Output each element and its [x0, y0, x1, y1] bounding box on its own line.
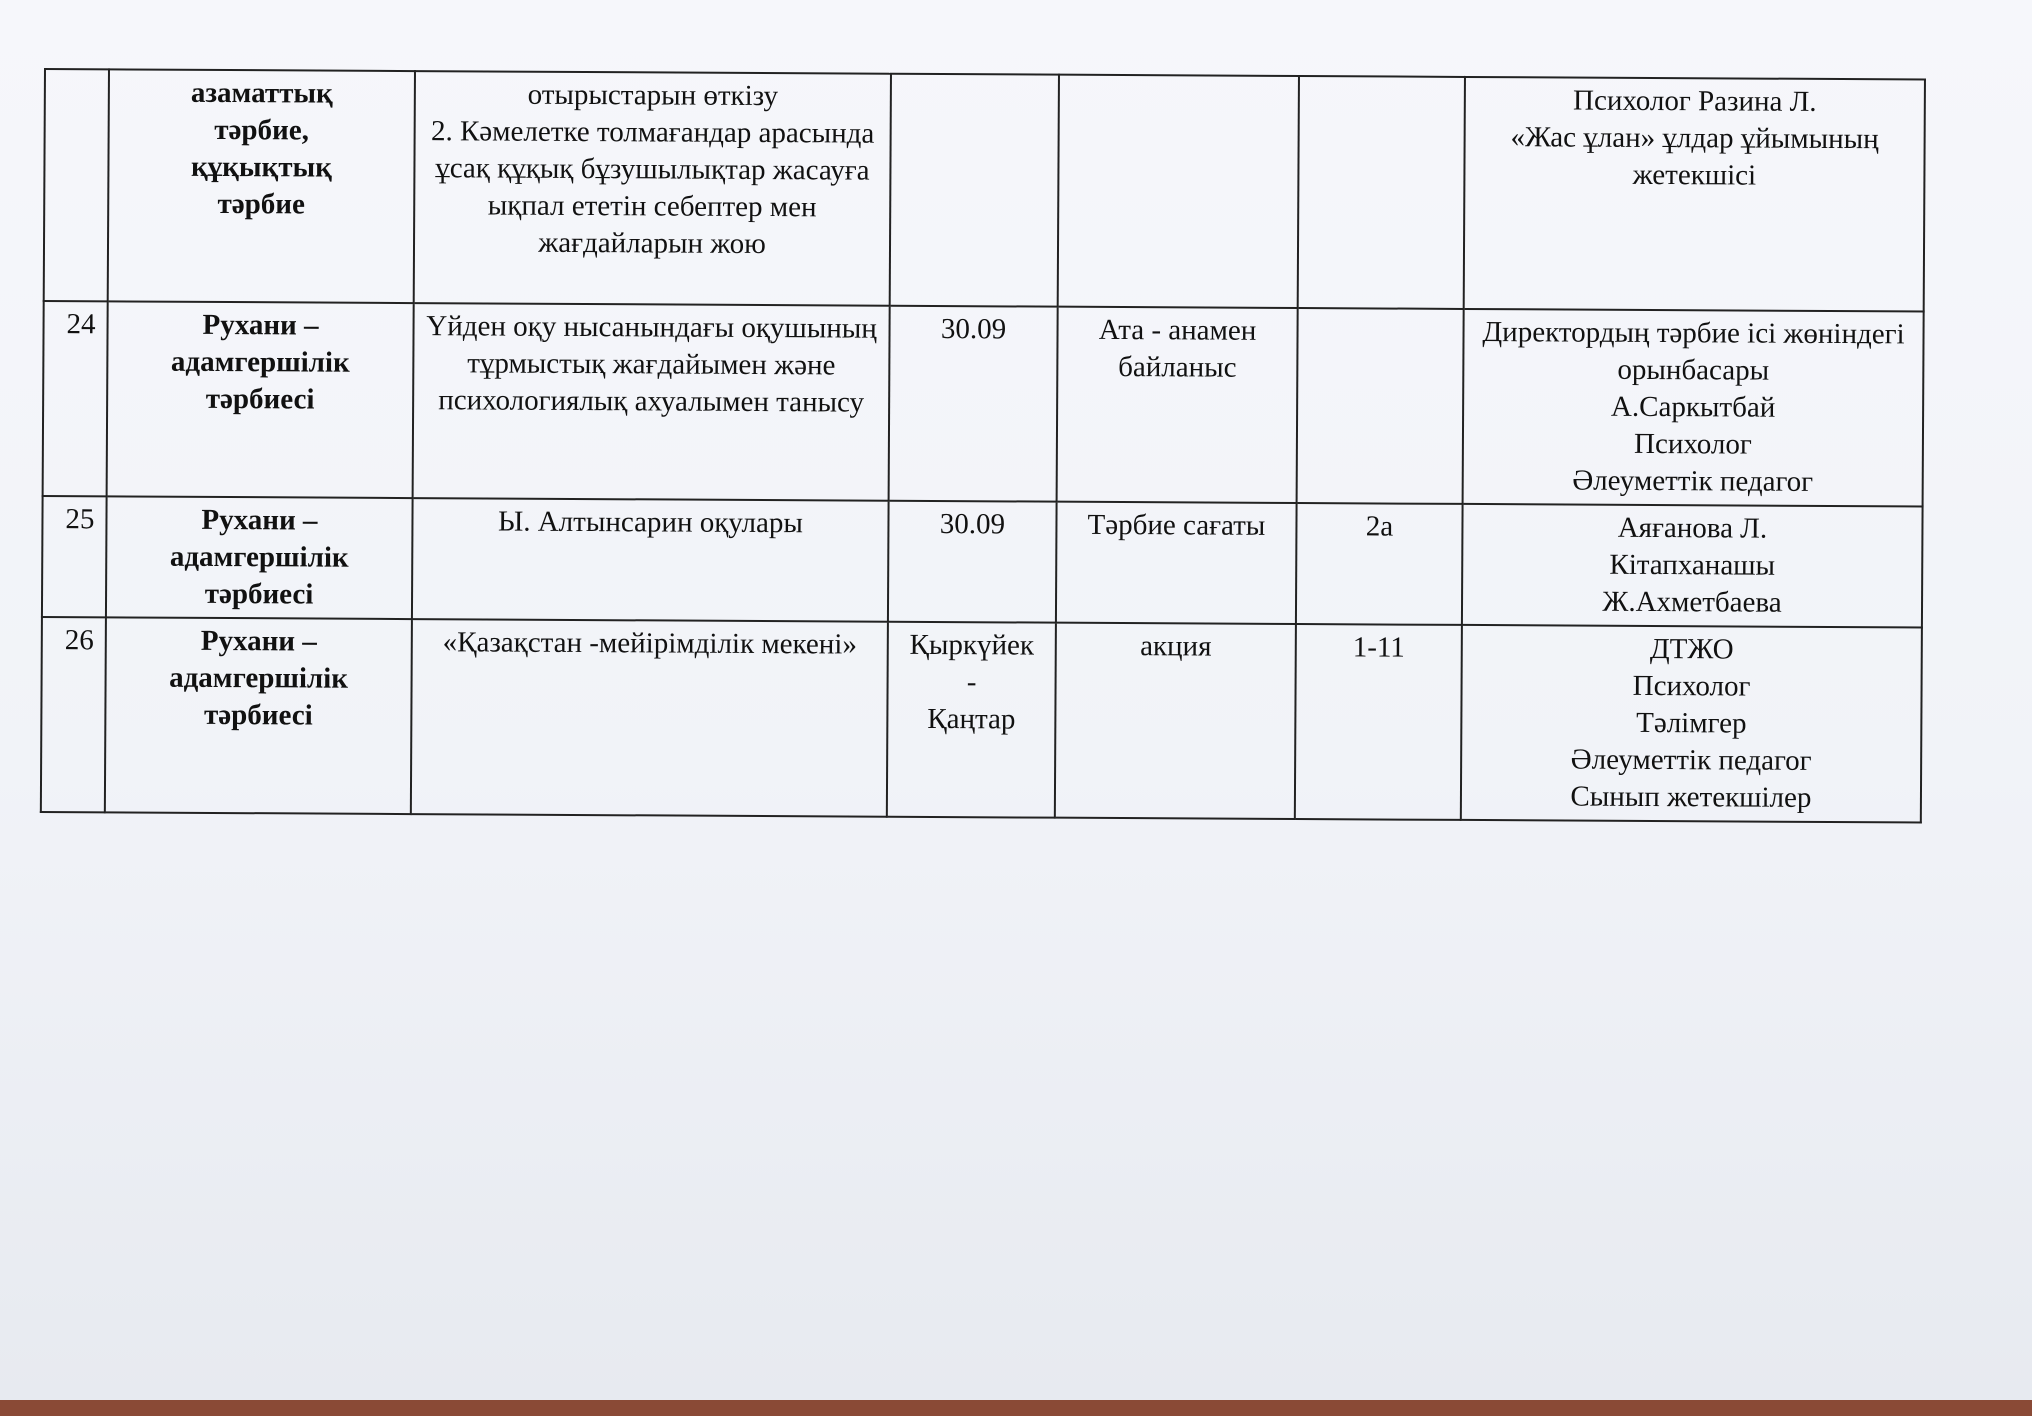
row-class [1297, 308, 1464, 504]
table-row [41, 617, 1922, 822]
row-responsible: ДТЖО Психолог Тәлімгер Әлеуметтік педагог Сынып жетекшілер [1461, 625, 1922, 823]
row-form: Ата - анамен байланыс [1057, 307, 1298, 503]
row-class: 2а [1296, 503, 1463, 625]
row-date: 30.09 [889, 306, 1058, 502]
row-direction: азаматтық тәрбие, құқықтық тәрбие [108, 69, 415, 303]
row-event: Ы. Алтынсарин оқулары [412, 498, 889, 622]
row-number: 24 [43, 301, 108, 496]
row-form [1058, 75, 1299, 308]
plan-table [40, 68, 1926, 823]
row-direction: Рухани – адамгершілік тәрбиесі [106, 496, 413, 619]
row-direction: Рухани – адамгершілік тәрбиесі [107, 301, 414, 498]
row-date: 30.09 [888, 501, 1057, 623]
row-class: 1-11 [1295, 624, 1462, 820]
row-number: 26 [41, 617, 106, 812]
row-number: 25 [42, 496, 107, 617]
row-date: Қыркүйек - Қаңтар [887, 622, 1056, 818]
row-event: «Қазақстан -мейірімділік мекені» [411, 619, 888, 817]
row-date [890, 74, 1059, 307]
table-row [44, 69, 1925, 311]
table-row [42, 496, 1923, 627]
row-form: акция [1055, 623, 1296, 819]
row-event: Үйден оқу нысанындағы оқушының тұрмыстық жағдайымен және психологиялық ахуалымен танысу [413, 303, 890, 501]
row-event: отырыстарын өткізу 2. Кәмелетке толмағандар арасында ұсақ құқық бұзушылықтар жасауға ықпал ететін себептер мен жағдайларын жою [414, 71, 891, 306]
row-direction: Рухани – адамгершілік тәрбиесі [105, 617, 412, 814]
table-edge-strip [0, 1400, 2032, 1416]
table-row [43, 301, 1924, 506]
row-form: Тәрбие сағаты [1056, 502, 1297, 624]
row-responsible: Психолог Разина Л. «Жас ұлан» ұлдар ұйымының жетекшісі [1464, 77, 1925, 312]
table-wrapper [40, 68, 1924, 823]
row-class [1298, 76, 1465, 309]
row-responsible: Аяғанова Л. Кітапханашы Ж.Ахметбаева [1462, 504, 1923, 628]
row-number [44, 69, 109, 301]
row-responsible: Директордың тәрбие ісі жөніндегі орынбасары А.Саркытбай Психолог Әлеуметтік педагог [1463, 309, 1924, 507]
